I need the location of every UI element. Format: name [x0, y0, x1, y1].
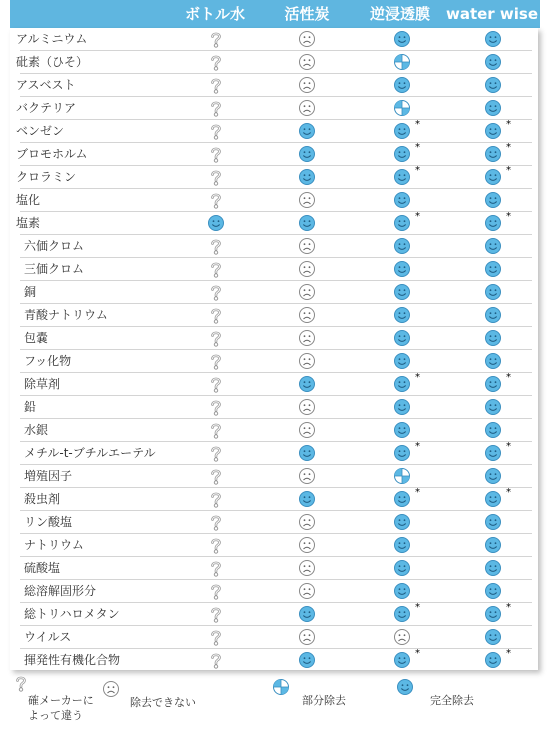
row-label: バクテリア [16, 101, 77, 115]
sad-face-icon [298, 99, 316, 117]
smiley-face-icon [393, 444, 411, 462]
smiley-face-icon [298, 444, 316, 462]
question-mark-icon [207, 444, 225, 462]
asterisk-note-reverse-osmosis: * [415, 648, 420, 659]
question-mark-icon [207, 536, 225, 554]
column-header-water-wise: water wise [445, 5, 539, 23]
row-label: アルミニウム [16, 32, 88, 46]
row-label: 銅 [24, 285, 37, 299]
smiley-face-icon [393, 237, 411, 255]
question-mark-icon [207, 582, 225, 600]
table-row [10, 235, 538, 258]
row-label: 塩化 [16, 193, 41, 207]
sad-face-icon [102, 680, 120, 698]
smiley-face-icon [484, 260, 502, 278]
partial-face-icon [393, 99, 411, 117]
row-label: 増殖因子 [24, 469, 73, 483]
table-row [10, 557, 538, 580]
table-row [10, 120, 538, 143]
question-mark-icon [207, 30, 225, 48]
sad-face-icon [298, 329, 316, 347]
row-label: 青酸ナトリウム [24, 308, 108, 322]
row-label: 塩素 [16, 216, 41, 230]
question-mark-icon [207, 191, 225, 209]
table-row [10, 281, 538, 304]
smiley-face-icon [484, 490, 502, 508]
asterisk-note-reverse-osmosis: * [415, 119, 420, 130]
smiley-face-icon [393, 605, 411, 623]
sad-face-icon [298, 536, 316, 554]
partial-face-icon [393, 53, 411, 71]
sad-face-icon [298, 559, 316, 577]
smiley-face-icon [393, 30, 411, 48]
smiley-face-icon [396, 678, 414, 696]
legend-full-removal: 完全除去 [430, 694, 474, 707]
smiley-face-icon [484, 145, 502, 163]
partial-face-icon [393, 467, 411, 485]
row-label: メチル-t-ブチルエーテル [24, 446, 156, 460]
row-label: リン酸塩 [24, 515, 73, 529]
row-label: ブロモホルム [16, 147, 88, 161]
table-row [10, 511, 538, 534]
legend-not-removed: 除去できない [130, 696, 196, 709]
question-mark-icon [207, 237, 225, 255]
smiley-face-icon [484, 628, 502, 646]
smiley-face-icon [393, 421, 411, 439]
sad-face-icon [298, 421, 316, 439]
smiley-face-icon [393, 191, 411, 209]
column-header-activated-carbon: 活性炭 [284, 5, 330, 23]
partial-face-icon [272, 678, 290, 696]
question-mark-icon [207, 329, 225, 347]
question-mark-icon [207, 559, 225, 577]
table-row [10, 51, 538, 74]
smiley-face-icon [484, 651, 502, 669]
sad-face-icon [298, 467, 316, 485]
asterisk-note-reverse-osmosis: * [415, 165, 420, 176]
smiley-face-icon [484, 283, 502, 301]
smiley-face-icon [484, 237, 502, 255]
row-label: アスベスト [16, 78, 76, 92]
smiley-face-icon [484, 76, 502, 94]
asterisk-note-water-wise: * [506, 165, 511, 176]
question-mark-icon [207, 76, 225, 94]
asterisk-note-reverse-osmosis: * [415, 602, 420, 613]
question-mark-icon [207, 122, 225, 140]
column-header-reverse-osmosis: 逆浸透膜 [369, 5, 430, 23]
row-label: 鉛 [24, 400, 37, 414]
question-mark-icon [207, 168, 225, 186]
smiley-face-icon [484, 191, 502, 209]
table-row [10, 350, 538, 373]
table-row [10, 419, 538, 442]
asterisk-note-water-wise: * [506, 441, 511, 452]
sad-face-icon [298, 30, 316, 48]
smiley-face-icon [393, 168, 411, 186]
smiley-face-icon [393, 214, 411, 232]
asterisk-note-reverse-osmosis: * [415, 372, 420, 383]
question-mark-icon [207, 651, 225, 669]
table-row [10, 649, 538, 672]
row-label: 砒素（ひそ） [16, 55, 89, 69]
table-row [10, 212, 538, 235]
smiley-face-icon [484, 99, 502, 117]
row-label: 水銀 [24, 423, 49, 437]
smiley-face-icon [484, 559, 502, 577]
table-row [10, 258, 538, 281]
row-label: 揮発性有機化合物 [24, 653, 121, 667]
question-mark-icon [207, 53, 225, 71]
row-label: 三価クロム [24, 262, 85, 276]
smiley-face-icon [393, 398, 411, 416]
question-mark-icon [207, 513, 225, 531]
smiley-face-icon [393, 352, 411, 370]
table-row [10, 465, 538, 488]
asterisk-note-water-wise: * [506, 119, 511, 130]
row-label: ベンゼン [16, 124, 65, 138]
smiley-face-icon [393, 122, 411, 140]
sad-face-icon [298, 237, 316, 255]
sad-face-icon [298, 76, 316, 94]
smiley-face-icon [393, 329, 411, 347]
question-mark-icon [207, 467, 225, 485]
smiley-face-icon [393, 490, 411, 508]
table-row [10, 74, 538, 97]
smiley-face-icon [484, 122, 502, 140]
asterisk-note-water-wise: * [506, 211, 511, 222]
smiley-face-icon [484, 444, 502, 462]
smiley-face-icon [484, 329, 502, 347]
smiley-face-icon [393, 375, 411, 393]
row-label: ウイルス [24, 630, 72, 644]
legend-partial-removal: 部分除去 [302, 694, 346, 707]
question-mark-icon [207, 283, 225, 301]
question-mark-icon [12, 674, 30, 692]
question-mark-icon [207, 605, 225, 623]
sad-face-icon [298, 398, 316, 416]
smiley-face-icon [484, 582, 502, 600]
table-row [10, 396, 538, 419]
row-label: 総溶解固形分 [24, 584, 97, 598]
sad-face-icon [393, 628, 411, 646]
column-header-bottled-water: ボトル水 [184, 5, 245, 23]
smiley-face-icon [298, 214, 316, 232]
question-mark-icon [207, 352, 225, 370]
table-row [10, 603, 538, 626]
table-row [10, 97, 538, 120]
row-label: ナトリウム [24, 538, 84, 552]
asterisk-note-water-wise: * [506, 648, 511, 659]
smiley-face-icon [393, 260, 411, 278]
asterisk-note-water-wise: * [506, 487, 511, 498]
table-row [10, 143, 538, 166]
question-mark-icon [207, 398, 225, 416]
sad-face-icon [298, 582, 316, 600]
question-mark-icon [207, 260, 225, 278]
row-label: 包嚢 [24, 331, 49, 345]
smiley-face-icon [393, 536, 411, 554]
row-label: 硫酸塩 [24, 561, 61, 575]
table-row [10, 442, 538, 465]
asterisk-note-water-wise: * [506, 372, 511, 383]
smiley-face-icon [393, 76, 411, 94]
smiley-face-icon [393, 559, 411, 577]
smiley-face-icon [207, 214, 225, 232]
question-mark-icon [207, 490, 225, 508]
smiley-face-icon [393, 306, 411, 324]
smiley-face-icon [298, 490, 316, 508]
asterisk-note-reverse-osmosis: * [415, 211, 420, 222]
smiley-face-icon [484, 536, 502, 554]
smiley-face-icon [298, 122, 316, 140]
table-row [10, 166, 538, 189]
sad-face-icon [298, 306, 316, 324]
smiley-face-icon [484, 421, 502, 439]
smiley-face-icon [484, 398, 502, 416]
row-label: 総トリハロメタン [24, 607, 120, 621]
smiley-face-icon [484, 467, 502, 485]
smiley-face-icon [298, 375, 316, 393]
question-mark-icon [207, 421, 225, 439]
asterisk-note-reverse-osmosis: * [415, 487, 420, 498]
row-label: クロラミン [16, 170, 77, 184]
smiley-face-icon [484, 513, 502, 531]
row-label: 殺虫剤 [24, 492, 61, 506]
question-mark-icon [207, 375, 225, 393]
sad-face-icon [298, 191, 316, 209]
table-row [10, 488, 538, 511]
table-header [10, 0, 540, 28]
smiley-face-icon [484, 30, 502, 48]
row-label: フッ化物 [24, 354, 72, 368]
smiley-face-icon [298, 168, 316, 186]
sad-face-icon [298, 628, 316, 646]
legend [0, 670, 550, 731]
smiley-face-icon [484, 214, 502, 232]
asterisk-note-reverse-osmosis: * [415, 441, 420, 452]
smiley-face-icon [393, 651, 411, 669]
question-mark-icon [207, 628, 225, 646]
asterisk-note-water-wise: * [506, 602, 511, 613]
row-label: 六価クロム [24, 239, 85, 253]
smiley-face-icon [484, 605, 502, 623]
sad-face-icon [298, 513, 316, 531]
table-row [10, 580, 538, 603]
smiley-face-icon [393, 283, 411, 301]
smiley-face-icon [484, 53, 502, 71]
row-label: 除草剤 [24, 377, 61, 391]
question-mark-icon [207, 99, 225, 117]
table-row [10, 189, 538, 212]
table-row [10, 28, 538, 51]
smiley-face-icon [298, 651, 316, 669]
legend-varies-line1: 確メーカーに [28, 694, 94, 707]
smiley-face-icon [484, 168, 502, 186]
smiley-face-icon [393, 145, 411, 163]
sad-face-icon [298, 53, 316, 71]
smiley-face-icon [298, 605, 316, 623]
asterisk-note-water-wise: * [506, 142, 511, 153]
table-row [10, 373, 538, 396]
smiley-face-icon [393, 513, 411, 531]
table-row [10, 534, 538, 557]
smiley-face-icon [298, 145, 316, 163]
smiley-face-icon [393, 582, 411, 600]
comparison-table [10, 28, 538, 670]
sad-face-icon [298, 260, 316, 278]
table-row [10, 626, 538, 649]
smiley-face-icon [484, 306, 502, 324]
table-row [10, 304, 538, 327]
smiley-face-icon [484, 375, 502, 393]
question-mark-icon [207, 145, 225, 163]
asterisk-note-reverse-osmosis: * [415, 142, 420, 153]
sad-face-icon [298, 352, 316, 370]
legend-varies-line2: よって違う [28, 709, 83, 722]
sad-face-icon [298, 283, 316, 301]
smiley-face-icon [484, 352, 502, 370]
table-row [10, 327, 538, 350]
question-mark-icon [207, 306, 225, 324]
